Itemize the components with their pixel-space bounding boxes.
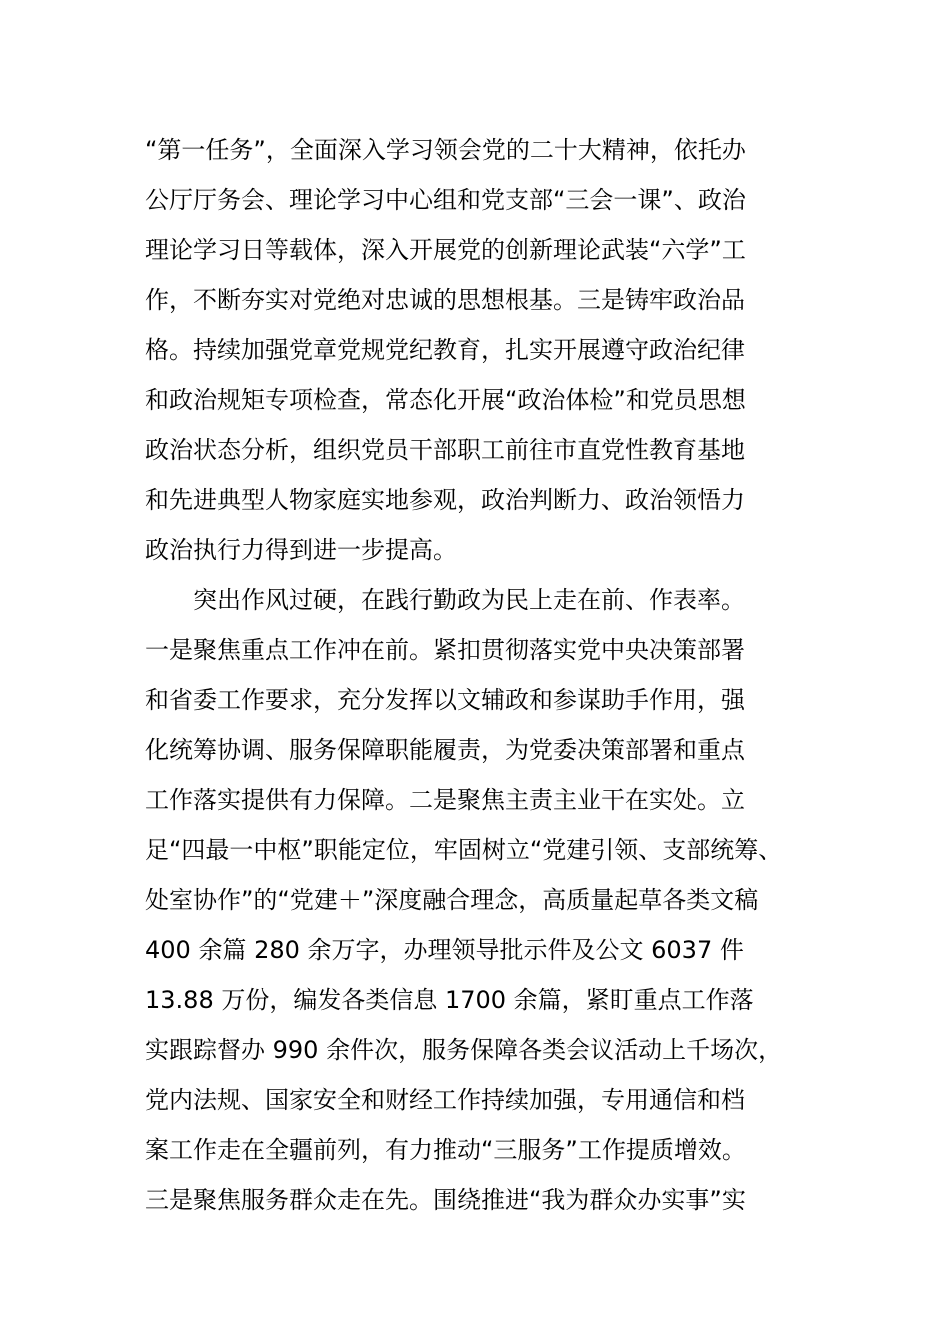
text-line: 案工作走在全疆前列，有力推动“三服务”工作提质增效。	[145, 1136, 746, 1164]
text-line: 政治状态分析，组织党员干部职工前往市直党性教育基地	[145, 436, 745, 464]
paragraph-start-line: 突出作风过硬，在践行勤政为民上走在前、作表率。	[193, 586, 745, 614]
text-line: 党内法规、国家安全和财经工作持续加强，专用通信和档	[145, 1086, 745, 1114]
text-line: 三是聚焦服务群众走在先。围绕推进“我为群众办实事”实	[145, 1186, 746, 1214]
text-line: 处室协作”的“党建＋”深度融合理念，高质量起草各类文稿	[145, 886, 759, 914]
text-line: 实跟踪督办 990 余件次，服务保障各类会议活动上千场次，	[145, 1036, 783, 1064]
text-line: 和省委工作要求，充分发挥以文辅政和参谋助手作用，强	[145, 686, 745, 714]
text-line: 400 余篇 280 余万字，办理领导批示件及公文 6037 件	[145, 936, 744, 964]
text-line: 化统筹协调、服务保障职能履责，为党委决策部署和重点	[145, 736, 745, 764]
text-line: 和先进典型人物家庭实地参观，政治判断力、政治领悟力	[145, 486, 745, 514]
text-line: 一是聚焦重点工作冲在前。紧扣贯彻落实党中央决策部署	[145, 636, 745, 664]
text-line: 公厅厅务会、理论学习中心组和党支部“三会一课”、政治	[145, 186, 746, 214]
text-line: 工作落实提供有力保障。二是聚焦主责主业干在实处。立	[145, 786, 745, 814]
text-line: 13.88 万份，编发各类信息 1700 余篇，紧盯重点工作落	[145, 986, 754, 1014]
text-line: 政治执行力得到进一步提高。	[145, 536, 457, 564]
text-line: “第一任务”，全面深入学习领会党的二十大精神，依托办	[145, 136, 746, 164]
text-line: 格。持续加强党章党规党纪教育，扎实开展遵守政治纪律	[145, 336, 745, 364]
body-text	[145, 125, 845, 1225]
text-line: 和政治规矩专项检查，常态化开展“政治体检”和党员思想	[145, 386, 746, 414]
text-line: 理论学习日等载体，深入开展党的创新理论武装“六学”工	[145, 236, 746, 264]
text-line: 作，不断夯实对党绝对忠诚的思想根基。三是铸牢政治品	[145, 286, 745, 314]
text-line: 足“四最一中枢”职能定位，牢固树立“党建引领、支部统筹、	[145, 836, 783, 864]
